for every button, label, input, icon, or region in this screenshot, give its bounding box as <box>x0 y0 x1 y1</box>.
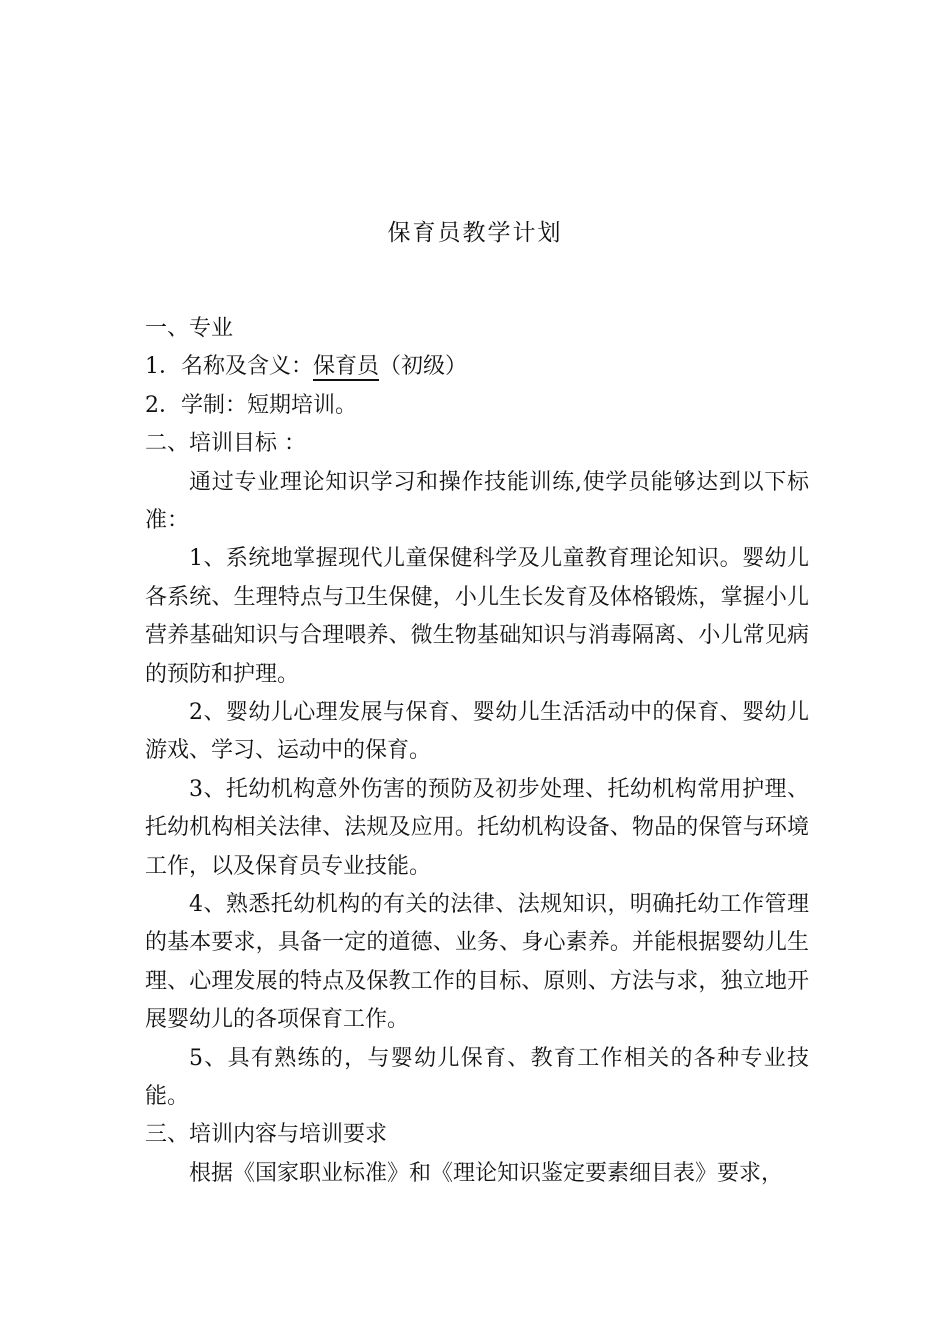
goal-item-3: 3、托幼机构意外伤害的预防及初步处理、托幼机构常用护理、托幼机构相关法律、法规及应用。托幼机构设备、物品的保管与环境工作，以及保育员专业技能。 <box>145 776 809 879</box>
goal-item-1: 1、系统地掌握现代儿童保健科学及儿童教育理论知识。婴幼儿各系统、生理特点与卫生保健，小儿生长发育及体格锻炼，掌握小儿营养基础知识与合理喂养、微生物基础知识与消毒隔离、小儿常见病的预防和护理。 <box>145 546 809 687</box>
document-body <box>145 310 809 1193</box>
section-heading-content: 三、培训内容与培训要求 <box>145 1122 388 1148</box>
goals-intro: 通过专业理论知识学习和操作技能训练,使学员能够达到以下标准： <box>145 469 809 533</box>
document-title: 保育员教学计划 <box>387 220 563 246</box>
goal-item-4: 4、熟悉托幼机构的有关的法律、法规知识，明确托幼工作管理的基本要求，具备一定的道德、业务、身心素养。并能根据婴幼儿生理、心理发展的特点及保教工作的目标、原则、方法与求，独立地开展婴幼儿的各项保育工作。 <box>145 892 809 1033</box>
goal-item-5: 5、具有熟练的，与婴幼儿保育、教育工作相关的各种专业技能。 <box>145 1045 809 1110</box>
major-name-line <box>145 348 809 386</box>
major-name-label: 1．名称及含义： <box>145 354 313 380</box>
section-heading-goals: 二、培训目标 ： <box>145 431 306 457</box>
content-intro: 根据《国家职业标准》和《理论知识鉴定要素细目表》要求， <box>189 1160 784 1186</box>
goal-item-2: 2、婴幼儿心理发展与保育、婴幼儿生活活动中的保育、婴幼儿游戏、学习、运动中的保育。 <box>145 700 809 764</box>
major-name-level: （初级） <box>379 354 468 380</box>
study-period-line: 2．学制：短期培训。 <box>145 392 357 418</box>
section-heading-major: 一、专业 <box>145 316 234 341</box>
major-name-value: 保育员 <box>313 354 380 380</box>
